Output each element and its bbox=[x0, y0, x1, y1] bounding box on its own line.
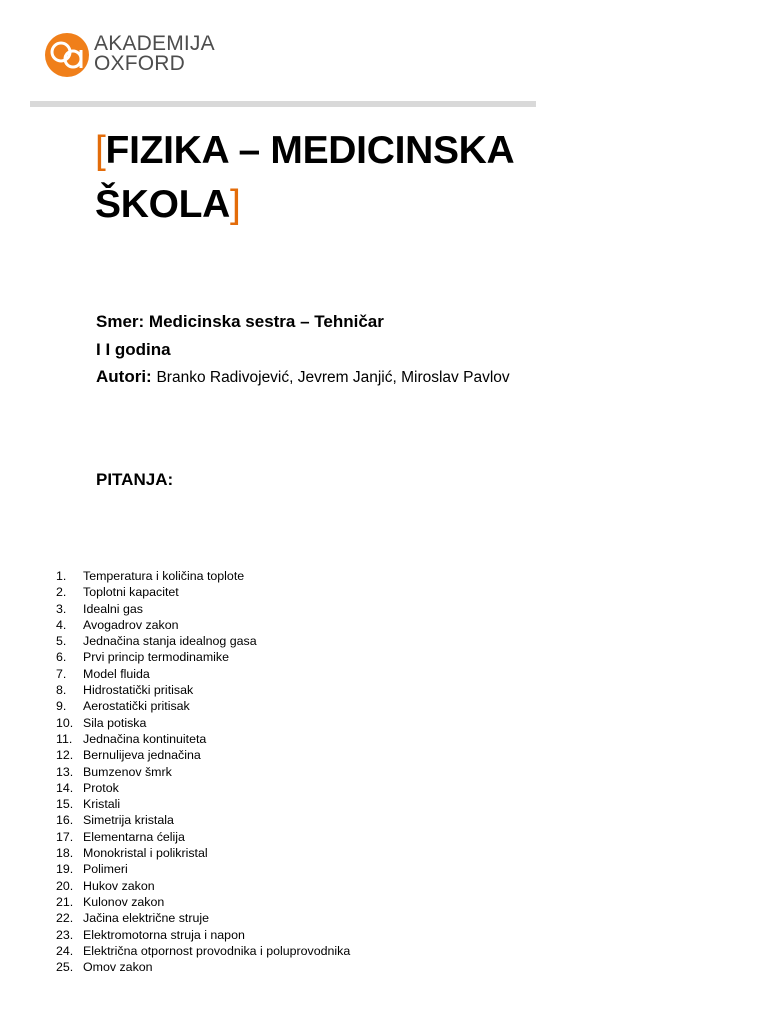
list-item-text: Sila potiska bbox=[83, 715, 147, 730]
list-item bbox=[56, 861, 350, 877]
list-item-number: 23. bbox=[56, 927, 74, 942]
list-item bbox=[56, 747, 350, 763]
list-item bbox=[56, 731, 350, 747]
list-item-number: 7. bbox=[56, 666, 67, 681]
list-item bbox=[56, 715, 350, 731]
list-item-number: 21. bbox=[56, 894, 74, 909]
akademija-oxford-logo bbox=[44, 30, 224, 80]
title-close-bracket: ] bbox=[230, 183, 241, 226]
list-item-number: 19. bbox=[56, 862, 74, 877]
authors-line bbox=[96, 363, 510, 392]
list-item-number: 24. bbox=[56, 943, 74, 958]
list-item-text: Polimeri bbox=[83, 862, 128, 877]
list-item-number: 8. bbox=[56, 683, 67, 698]
title-text: FIZIKA – MEDICINSKA ŠKOLA bbox=[95, 129, 513, 226]
list-item-text: Jednačina stanja idealnog gasa bbox=[83, 634, 257, 649]
list-item-text: Model fluida bbox=[83, 666, 150, 681]
questions-heading: PITANJA: bbox=[96, 470, 174, 489]
list-item-text: Kristali bbox=[83, 797, 121, 812]
list-item-text: Elementarna ćelija bbox=[83, 829, 185, 844]
list-item-text: Aerostatički pritisak bbox=[83, 699, 190, 714]
document-meta bbox=[96, 308, 510, 392]
list-item-text: Jednačina kontinuiteta bbox=[83, 731, 207, 746]
list-item bbox=[56, 878, 350, 894]
list-item-number: 9. bbox=[56, 699, 67, 714]
list-item-number: 1. bbox=[56, 569, 67, 583]
list-item-text: Hukov zakon bbox=[83, 878, 155, 893]
smer-line: Smer: Medicinska sestra – Tehničar bbox=[96, 312, 384, 331]
list-item-number: 18. bbox=[56, 846, 74, 861]
logo-line1: AKADEMIJA bbox=[94, 32, 215, 55]
list-item-text: Bernulijeva jednačina bbox=[83, 748, 201, 763]
list-item-text: Hidrostatički pritisak bbox=[83, 683, 194, 698]
list-item-number: 3. bbox=[56, 601, 67, 616]
list-item-number: 12. bbox=[56, 748, 74, 763]
list-item bbox=[56, 617, 350, 633]
list-item bbox=[56, 910, 350, 926]
list-item bbox=[56, 682, 350, 698]
list-item bbox=[56, 584, 350, 600]
list-item-number: 16. bbox=[56, 813, 74, 828]
list-item bbox=[56, 601, 350, 617]
logo-text bbox=[94, 34, 215, 74]
list-item-number: 6. bbox=[56, 650, 67, 665]
list-item-number: 13. bbox=[56, 764, 74, 779]
list-item bbox=[56, 780, 350, 796]
list-item bbox=[56, 959, 350, 975]
logo-mark-icon bbox=[44, 32, 90, 78]
list-item-number: 17. bbox=[56, 829, 74, 844]
list-item-text: Simetrija kristala bbox=[83, 813, 174, 828]
list-item bbox=[56, 829, 350, 845]
list-item bbox=[56, 845, 350, 861]
list-item-text: Jačina električne struje bbox=[83, 911, 210, 926]
list-item-text: Elektromotorna struja i napon bbox=[83, 927, 245, 942]
header-divider bbox=[30, 101, 536, 107]
authors-label: Autori: bbox=[96, 367, 152, 386]
list-item bbox=[56, 764, 350, 780]
list-item-number: 4. bbox=[56, 617, 67, 632]
list-item-number: 22. bbox=[56, 911, 74, 926]
list-item-text: Avogadrov zakon bbox=[83, 617, 179, 632]
list-item-text: Električna otpornost provodnika i poluprovodnika bbox=[83, 943, 351, 958]
list-item-text: Bumzenov šmrk bbox=[83, 764, 172, 779]
list-item-text: Omov zakon bbox=[83, 960, 153, 975]
list-item-number: 10. bbox=[56, 715, 74, 730]
questions-list bbox=[56, 568, 350, 975]
list-item-number: 2. bbox=[56, 585, 67, 600]
list-item-number: 20. bbox=[56, 878, 74, 893]
list-item-text: Toplotni kapacitet bbox=[83, 585, 179, 600]
list-item bbox=[56, 812, 350, 828]
list-item-text: Idealni gas bbox=[83, 601, 143, 616]
list-item-number: 14. bbox=[56, 780, 74, 795]
list-item bbox=[56, 894, 350, 910]
document-title bbox=[95, 124, 555, 232]
title-open-bracket: [ bbox=[95, 129, 106, 172]
list-item-text: Temperatura i količina toplote bbox=[83, 569, 245, 583]
list-item bbox=[56, 568, 350, 584]
list-item bbox=[56, 943, 350, 959]
list-item bbox=[56, 633, 350, 649]
list-item-text: Kulonov zakon bbox=[83, 894, 165, 909]
list-item-number: 5. bbox=[56, 634, 67, 649]
list-item-number: 25. bbox=[56, 960, 74, 975]
logo-line2: OXFORD bbox=[94, 52, 186, 75]
list-item-text: Prvi princip termodinamike bbox=[83, 650, 229, 665]
list-item-number: 11. bbox=[56, 731, 73, 746]
godina-line: I I godina bbox=[96, 339, 171, 359]
list-item bbox=[56, 698, 350, 714]
authors-names: Branko Radivojević, Jevrem Janjić, Miroslav Pavlov bbox=[156, 369, 510, 386]
list-item bbox=[56, 927, 350, 943]
list-item-text: Monokristal i polikristal bbox=[83, 846, 208, 861]
list-item-number: 15. bbox=[56, 797, 74, 812]
list-item bbox=[56, 666, 350, 682]
list-item bbox=[56, 796, 350, 812]
list-item bbox=[56, 649, 350, 665]
list-item-text: Protok bbox=[83, 780, 119, 795]
